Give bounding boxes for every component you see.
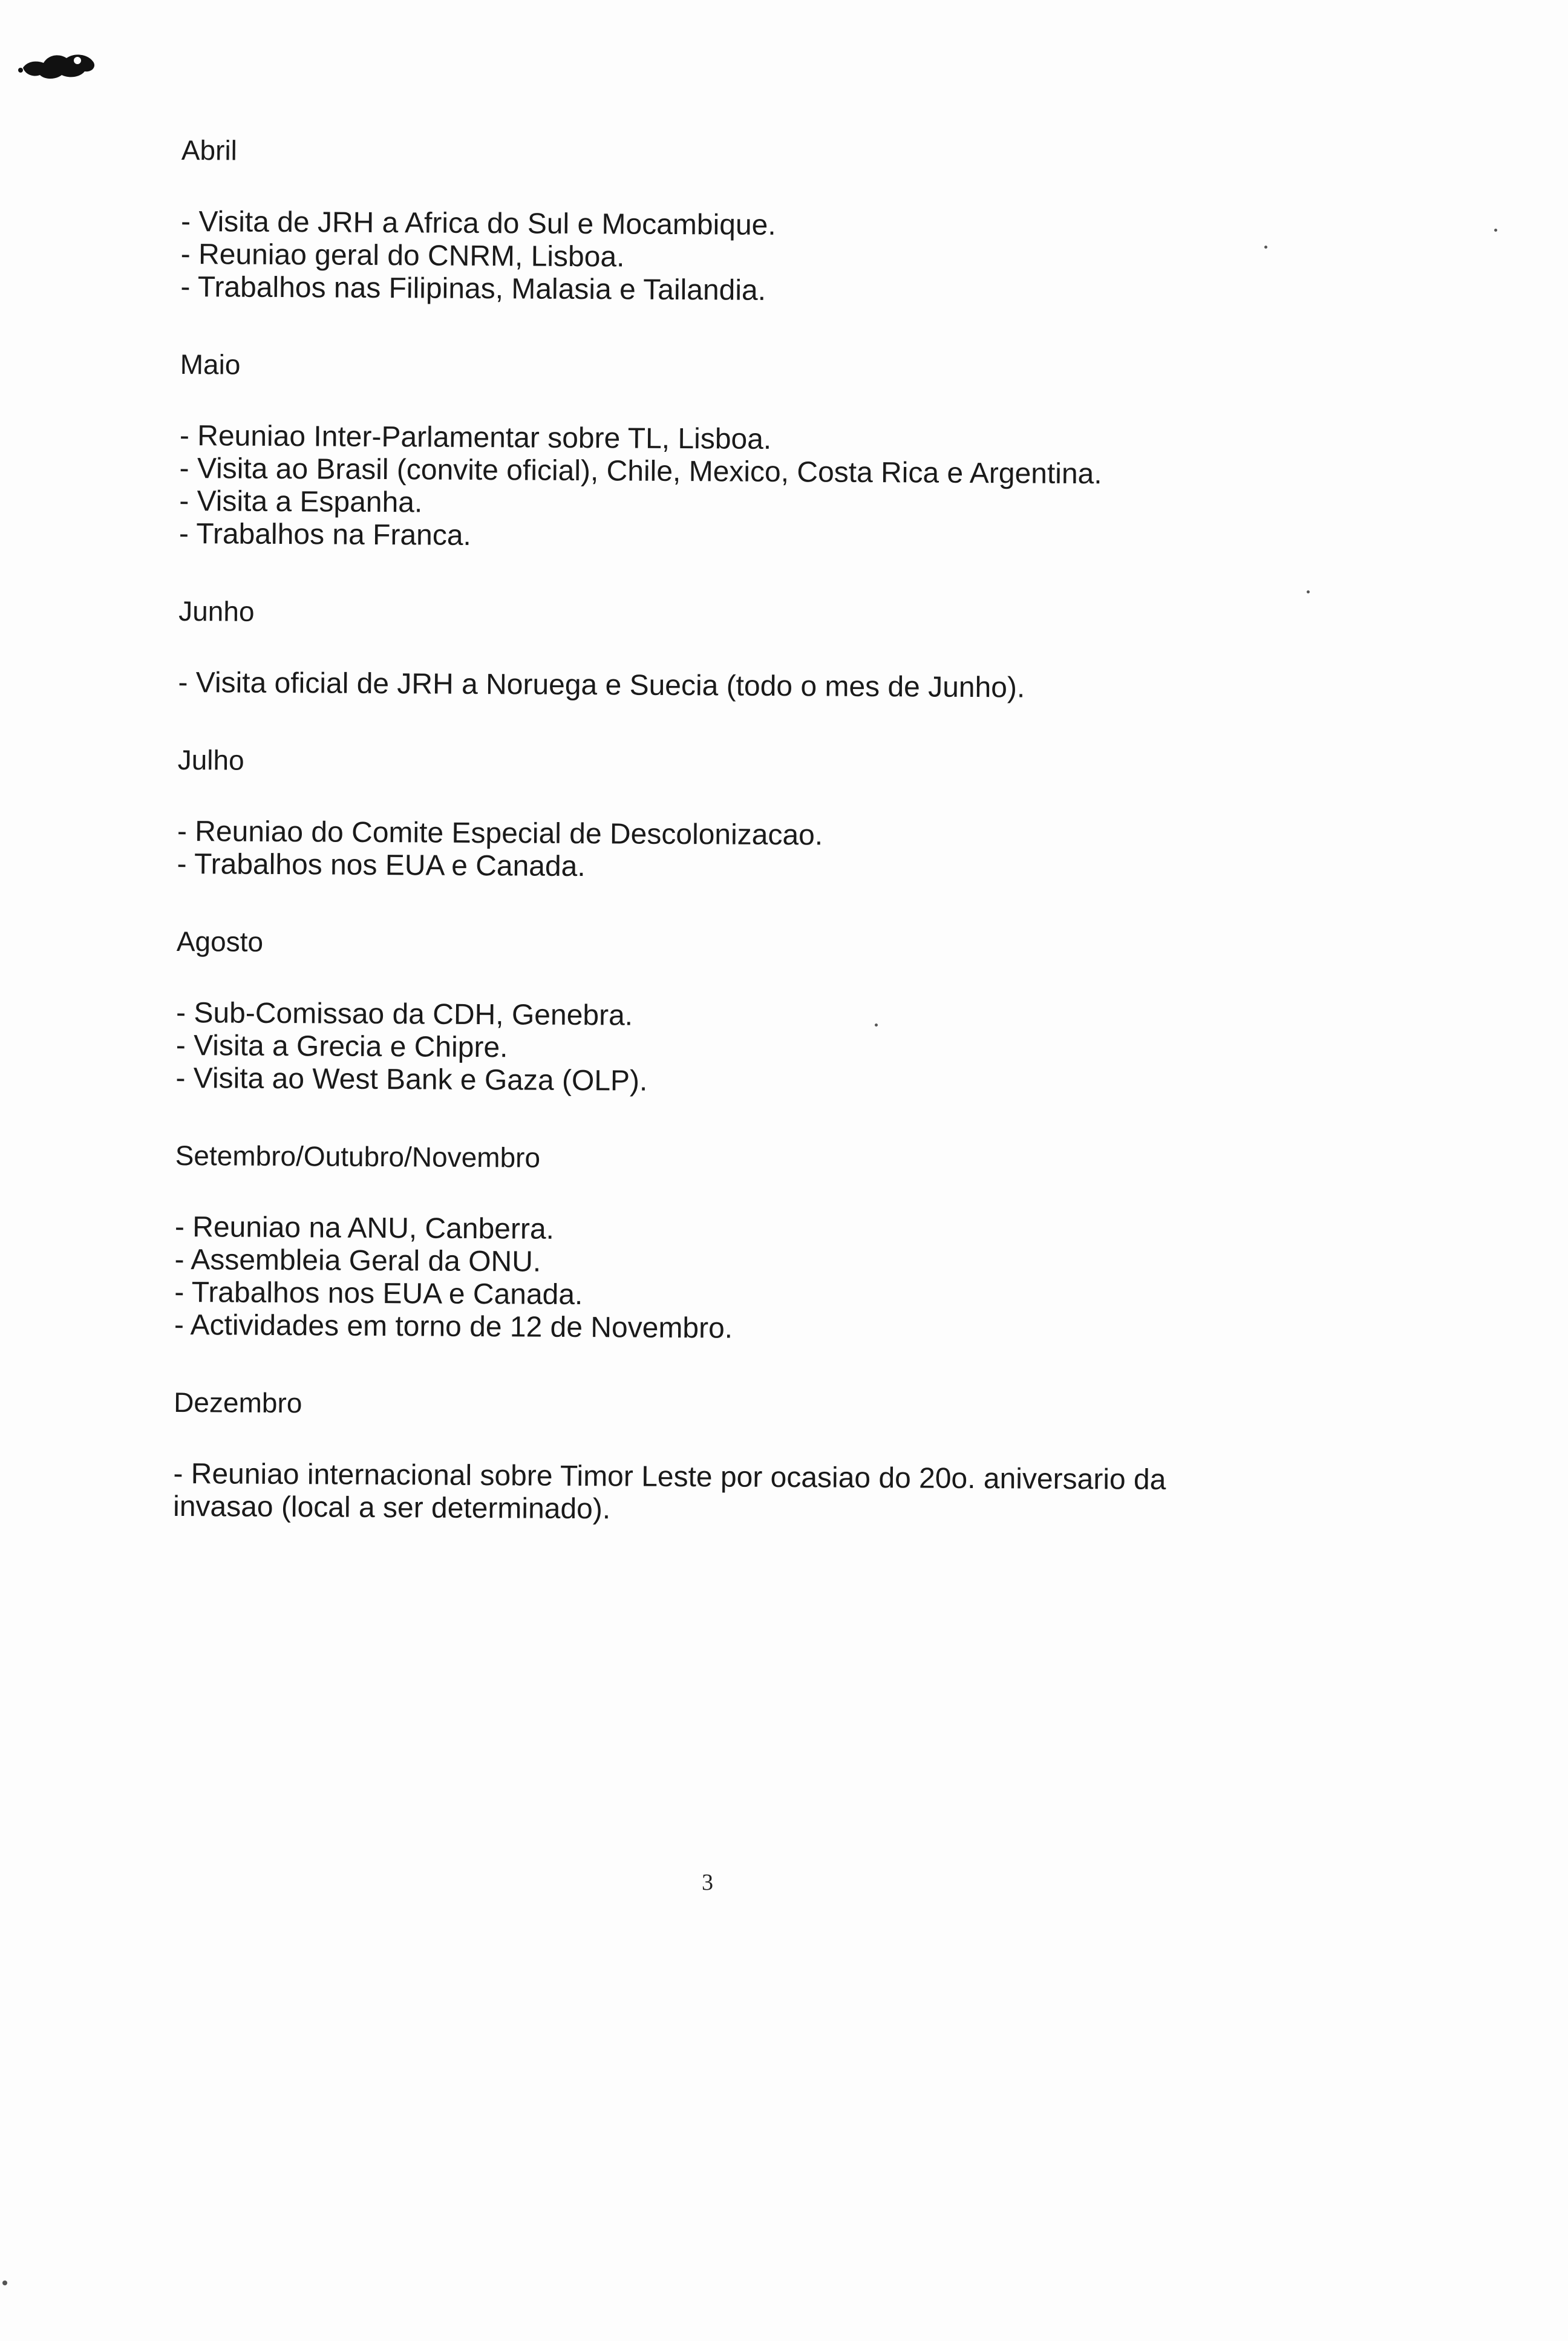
section-setembro-outubro-novembro <box>174 1138 1385 1349</box>
list-item: - Actividades em torno de 12 de Novembro. <box>174 1308 733 1345</box>
item-list <box>177 815 1387 888</box>
list-item: - Visita a Grecia e Chipre. <box>175 1029 508 1064</box>
item-list <box>173 1458 1383 1530</box>
list-item: - Reuniao na ANU, Canberra. <box>174 1210 555 1246</box>
section-maio <box>179 347 1390 558</box>
list-item: - Reuniao internacional sobre Timor Leste por ocasiao do 20o. aniversario da invasao (local a ser determinado). <box>172 1457 1166 1526</box>
scan-speck <box>2 2281 7 2285</box>
list-item: - Reuniao Inter-Parlamentar sobre TL, Lisboa. <box>179 419 772 455</box>
scan-speck <box>1494 229 1497 232</box>
list-item: - Sub-Comissao da CDH, Genebra. <box>175 996 633 1032</box>
list-item: - Trabalhos nas Filipinas, Malasia e Tailandia. <box>180 270 766 307</box>
list-item: - Assembleia Geral da ONU. <box>174 1243 541 1278</box>
section-heading: Maio <box>180 348 241 380</box>
section-heading: Junho <box>178 595 255 627</box>
list-item: - Reuniao geral do CNRM, Lisboa. <box>180 238 625 273</box>
section-heading: Dezembro <box>174 1386 302 1419</box>
section-heading: Setembro/Outubro/Novembro <box>175 1139 541 1174</box>
section-junho <box>178 594 1388 707</box>
list-item: - Visita ao Brasil (convite oficial), Chile, Mexico, Costa Rica e Argentina. <box>179 452 1102 491</box>
item-list <box>179 420 1390 558</box>
item-list <box>180 206 1391 311</box>
list-item: - Visita de JRH a Africa do Sul e Mocambique. <box>180 205 776 242</box>
section-heading: Julho <box>177 743 244 776</box>
item-list <box>178 667 1388 707</box>
list-item: - Trabalhos na Franca. <box>178 517 472 552</box>
list-item: - Trabalhos nos EUA e Canada. <box>177 847 586 883</box>
section-heading: Abril <box>181 134 238 166</box>
item-list <box>174 1211 1385 1349</box>
section-dezembro <box>173 1385 1383 1530</box>
ink-blot-mark <box>17 42 102 85</box>
item-list <box>175 997 1386 1102</box>
document-body <box>173 133 1391 1574</box>
list-item: - Visita a Espanha. <box>179 485 423 519</box>
list-item: - Visita ao West Bank e Gaza (OLP). <box>175 1062 648 1097</box>
page-number: 3 <box>702 1870 713 1895</box>
section-heading: Agosto <box>176 925 264 958</box>
list-item: - Trabalhos nos EUA e Canada. <box>174 1276 583 1311</box>
list-item: - Visita oficial de JRH a Noruega e Suecia (todo o mes de Junho). <box>178 666 1025 704</box>
section-agosto <box>175 924 1387 1102</box>
section-abril <box>180 133 1391 311</box>
section-julho <box>177 743 1387 888</box>
list-item: - Reuniao do Comite Especial de Descolonizacao. <box>177 815 823 852</box>
